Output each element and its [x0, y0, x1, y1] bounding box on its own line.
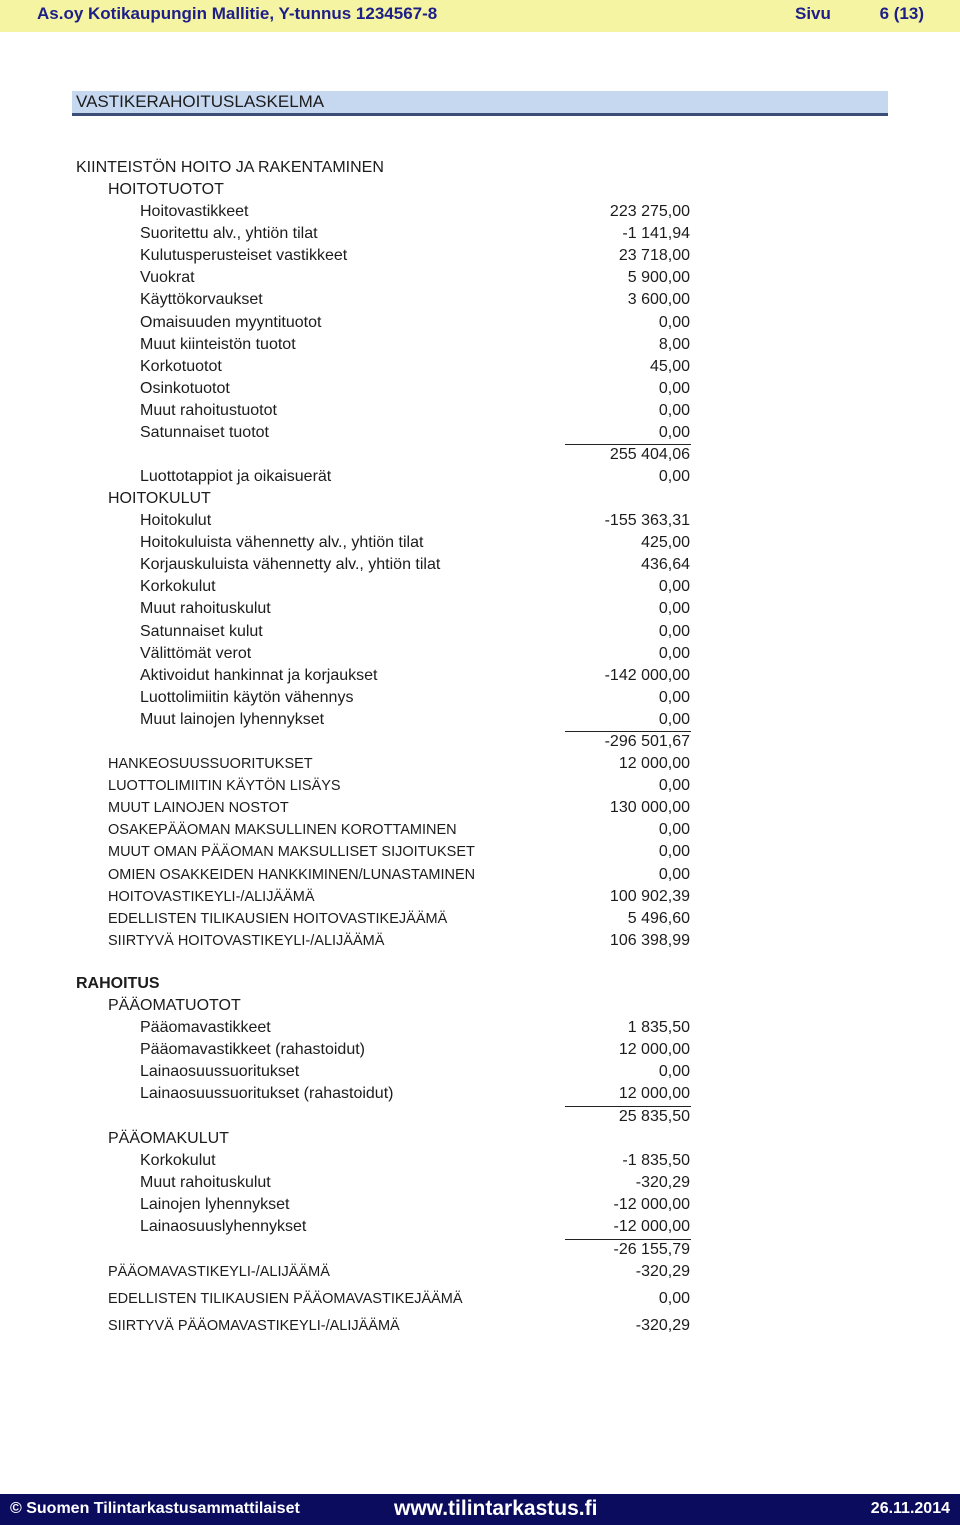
- row-value: -142 000,00: [604, 666, 690, 684]
- row-value: 8,00: [658, 335, 690, 353]
- row-label: SIIRTYVÄ HOITOVASTIKEYLI-/ALIJÄÄMÄ: [108, 932, 385, 949]
- row-label: Välittömät verot: [140, 644, 252, 662]
- row-value: 5 496,60: [627, 909, 690, 927]
- row-value: 0,00: [658, 1290, 690, 1307]
- row-label: Korkokulut: [140, 578, 216, 596]
- expense-row: [0, 1196, 960, 1218]
- row-value: 223 275,00: [609, 203, 690, 220]
- summary-row: [0, 799, 960, 821]
- row-label: RAHOITUS: [76, 975, 160, 992]
- expense-row: [0, 512, 960, 534]
- row-label: HOITOKULUT: [108, 490, 211, 507]
- row-label: HOITOVASTIKEYLI-/ALIJÄÄMÄ: [108, 888, 315, 905]
- row-value: 12 000,00: [618, 755, 690, 772]
- subtotal-rule: [565, 1106, 691, 1107]
- expense-row: [0, 711, 960, 733]
- footer-copyright: © Suomen Tilintarkastusammattilaiset: [10, 1500, 300, 1517]
- row-label: PÄÄOMAVASTIKEYLI-/ALIJÄÄMÄ: [108, 1264, 330, 1280]
- summary-row: [0, 821, 960, 843]
- row-label: PÄÄOMAKULUT: [108, 1130, 229, 1147]
- section-title-bar: [72, 91, 888, 116]
- row-label: Hoitokuluista vähennetty alv., yhtiön tilat: [140, 534, 424, 552]
- row-label: MUUT LAINOJEN NOSTOT: [108, 800, 289, 817]
- expense-row: [0, 1174, 960, 1196]
- income-total: [0, 446, 960, 468]
- row-value: 130 000,00: [609, 799, 690, 817]
- expense-total: [0, 1241, 960, 1263]
- row-label: HANKEOSUUSSUORITUKSET: [108, 756, 313, 772]
- expense-row: [0, 623, 960, 645]
- summary-row: [0, 1317, 960, 1339]
- row-label: PÄÄOMATUOTOT: [108, 997, 241, 1014]
- row-value: 3 600,00: [627, 291, 690, 309]
- row-value: 0,00: [658, 313, 690, 331]
- row-label: Omaisuuden myyntituotot: [140, 313, 322, 331]
- row-label: Kulutusperusteiset vastikkeet: [140, 247, 348, 265]
- income-row: [0, 1019, 960, 1041]
- row-value: -320,29: [635, 1263, 690, 1280]
- income-row: [0, 424, 960, 446]
- expense-row: [0, 556, 960, 578]
- row-label: Luottolimiitin käytön vähennys: [140, 688, 354, 706]
- row-label: Muut lainojen lyhennykset: [140, 710, 325, 728]
- summary-row: [0, 910, 960, 932]
- income-row: [0, 269, 960, 291]
- expense-row: [0, 534, 960, 556]
- row-value: 0,00: [658, 468, 690, 485]
- row-label: OSAKEPÄÄOMAN MAKSULLINEN KOROTTAMINEN: [108, 822, 457, 839]
- row-value: 0,00: [658, 644, 690, 662]
- expense-total: [0, 733, 960, 755]
- row-value: 255 404,06: [609, 446, 690, 463]
- footer-website: www.tilintarkastus.fi: [394, 1497, 598, 1520]
- row-value: 100 902,39: [609, 887, 690, 905]
- row-value: 106 398,99: [609, 931, 690, 949]
- row-value: 0,00: [658, 424, 690, 441]
- row-label: Pääomavastikkeet: [140, 1019, 271, 1036]
- subtotal-rule: [565, 444, 691, 445]
- income-row: [0, 203, 960, 225]
- row-value: 0,00: [658, 1063, 690, 1081]
- expense-row: [0, 1152, 960, 1174]
- row-value: 0,00: [658, 600, 690, 618]
- row-label: Aktivoidut hankinnat ja korjaukset: [140, 666, 378, 684]
- row-label: Lainaosuussuoritukset: [140, 1063, 300, 1081]
- summary-row: [0, 755, 960, 777]
- row-label: Muut rahoituskulut: [140, 1174, 271, 1192]
- row-value: -26 155,79: [613, 1241, 690, 1258]
- row-value: 12 000,00: [618, 1085, 690, 1103]
- row-label: Suoritettu alv., yhtiön tilat: [140, 225, 318, 243]
- expense-row: [0, 1218, 960, 1240]
- row-value: 12 000,00: [618, 1041, 690, 1059]
- subtotal-rule: [565, 731, 691, 732]
- page-number: 6 (13): [879, 4, 924, 23]
- group-title: [0, 181, 960, 203]
- summary-row: [0, 888, 960, 910]
- summary-row: [0, 1290, 960, 1312]
- row-value: 0,00: [658, 777, 690, 795]
- row-label: EDELLISTEN TILIKAUSIEN PÄÄOMAVASTIKEJÄÄMÄ: [108, 1291, 463, 1307]
- row-label: Vuokrat: [140, 269, 195, 287]
- credit-loss-row: [0, 468, 960, 490]
- row-value: 0,00: [658, 622, 690, 640]
- row-value: 25 835,50: [618, 1108, 690, 1125]
- company-name: As.oy Kotikaupungin Mallitie, Y-tunnus 1234567-8: [37, 4, 438, 23]
- row-value: -12 000,00: [613, 1218, 690, 1236]
- row-value: 436,64: [641, 556, 690, 574]
- subtotal-rule: [565, 1239, 691, 1240]
- row-value: 5 900,00: [627, 269, 690, 287]
- row-value: 0,00: [658, 865, 690, 883]
- row-label: Hoitokulut: [140, 512, 212, 529]
- summary-row: [0, 1263, 960, 1285]
- row-value: -320,29: [635, 1174, 690, 1192]
- income-row: [0, 247, 960, 269]
- summary-row: [0, 866, 960, 888]
- income-row: [0, 291, 960, 313]
- row-value: -296 501,67: [604, 733, 690, 750]
- row-value: 0,00: [658, 401, 690, 419]
- row-label: Muut rahoituskulut: [140, 600, 271, 618]
- row-label: Muut kiinteistön tuotot: [140, 335, 296, 353]
- row-label: Lainojen lyhennykset: [140, 1196, 290, 1214]
- row-label: LUOTTOLIMIITIN KÄYTÖN LISÄYS: [108, 778, 341, 795]
- row-label: Satunnaiset kulut: [140, 622, 263, 640]
- income-row: [0, 358, 960, 380]
- group-title: [0, 1130, 960, 1152]
- income-row: [0, 380, 960, 402]
- expense-row: [0, 645, 960, 667]
- footer-date: 26.11.2014: [870, 1500, 950, 1517]
- page-label: Sivu: [795, 4, 831, 23]
- group-title: [0, 997, 960, 1019]
- row-label: Korkokulut: [140, 1152, 216, 1169]
- income-row: [0, 225, 960, 247]
- expense-row: [0, 689, 960, 711]
- income-row: [0, 336, 960, 358]
- page-footer: [0, 1494, 960, 1525]
- row-label: HOITOTUOTOT: [108, 181, 224, 198]
- income-row: [0, 402, 960, 424]
- row-label: OMIEN OSAKKEIDEN HANKKIMINEN/LUNASTAMINEN: [108, 866, 476, 883]
- row-value: 0,00: [658, 688, 690, 706]
- row-label: Muut rahoitustuotot: [140, 401, 277, 419]
- row-value: 1 835,50: [627, 1019, 690, 1036]
- page-header: [0, 0, 960, 32]
- row-label: Lainaosuussuoritukset (rahastoidut): [140, 1085, 394, 1103]
- row-value: -320,29: [635, 1317, 690, 1334]
- summary-row: [0, 777, 960, 799]
- summary-row: [0, 843, 960, 865]
- summary-row: [0, 932, 960, 954]
- row-label: Korkotuotot: [140, 357, 222, 375]
- income-total: [0, 1108, 960, 1130]
- row-label: MUUT OMAN PÄÄOMAN MAKSULLISET SIJOITUKSET: [108, 844, 475, 861]
- income-row: [0, 1063, 960, 1085]
- row-label: Pääomavastikkeet (rahastoidut): [140, 1041, 365, 1059]
- row-label: KIINTEISTÖN HOITO JA RAKENTAMINEN: [76, 159, 384, 176]
- expense-row: [0, 600, 960, 622]
- row-value: -155 363,31: [604, 512, 690, 529]
- row-value: -1 141,94: [622, 225, 690, 243]
- income-row: [0, 1085, 960, 1107]
- row-value: 23 718,00: [618, 247, 690, 265]
- income-row: [0, 1041, 960, 1063]
- row-label: Korjauskuluista vähennetty alv., yhtiön tilat: [140, 556, 441, 574]
- row-value: 0,00: [658, 710, 690, 728]
- row-value: 45,00: [649, 357, 690, 375]
- row-value: 425,00: [641, 534, 690, 552]
- expense-row: [0, 667, 960, 689]
- row-label: EDELLISTEN TILIKAUSIEN HOITOVASTIKEJÄÄMÄ: [108, 910, 448, 927]
- row-value: -12 000,00: [613, 1196, 690, 1214]
- row-value: 0,00: [658, 379, 690, 397]
- row-label: Hoitovastikkeet: [140, 203, 249, 220]
- row-label: SIIRTYVÄ PÄÄOMAVASTIKEYLI-/ALIJÄÄMÄ: [108, 1318, 400, 1334]
- row-label: Lainaosuuslyhennykset: [140, 1218, 307, 1236]
- row-label: Satunnaiset tuotot: [140, 424, 269, 441]
- row-label: Luottotappiot ja oikaisuerät: [140, 468, 332, 485]
- group-title: [0, 490, 960, 512]
- row-label: Osinkotuotot: [140, 379, 230, 397]
- row-value: 0,00: [658, 821, 690, 839]
- expense-row: [0, 578, 960, 600]
- row-value: 0,00: [658, 843, 690, 861]
- row-label: Käyttökorvaukset: [140, 291, 263, 309]
- part-title: [0, 159, 960, 181]
- section-title: VASTIKERAHOITUSLASKELMA: [76, 92, 325, 111]
- income-row: [0, 314, 960, 336]
- row-value: 0,00: [658, 578, 690, 596]
- part-title: [0, 975, 960, 997]
- row-value: -1 835,50: [622, 1152, 690, 1169]
